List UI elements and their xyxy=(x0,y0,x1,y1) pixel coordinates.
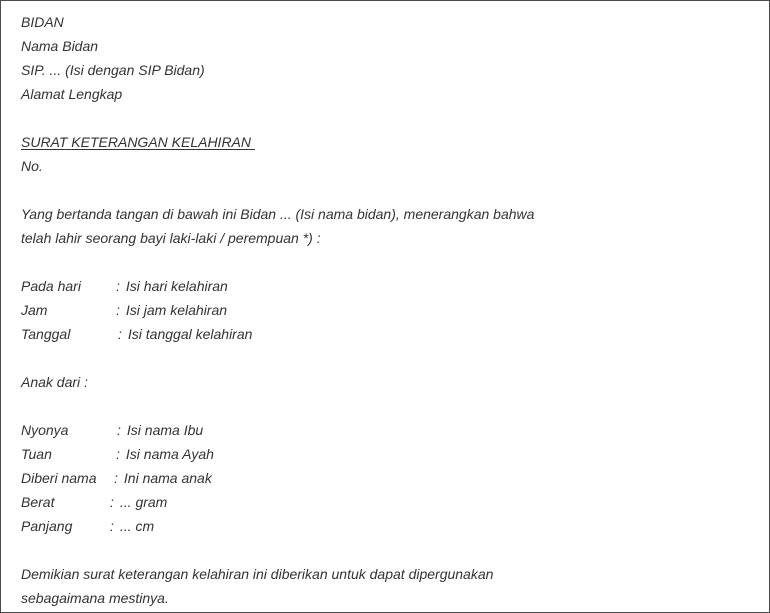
detail-value: Ini nama anak xyxy=(123,470,212,486)
letter-body xyxy=(21,10,534,610)
detail-row-time xyxy=(21,298,534,322)
detail-separator: : xyxy=(117,422,121,438)
spacer xyxy=(21,346,534,370)
header-role: BIDAN xyxy=(21,14,64,30)
detail-label: Pada hari xyxy=(21,278,81,294)
header-sip: SIP. ... (Isi dengan SIP Bidan) xyxy=(21,62,205,78)
detail-separator: : xyxy=(110,494,114,510)
detail-value: Isi nama Ayah xyxy=(125,446,214,462)
detail-label: Tuan xyxy=(21,446,52,462)
letter-title-row xyxy=(21,130,534,154)
detail-separator: : xyxy=(114,470,118,486)
parent-row-father xyxy=(21,442,534,466)
child-name-row xyxy=(21,466,534,490)
detail-separator: : xyxy=(118,326,122,342)
spacer xyxy=(21,106,534,130)
spacer xyxy=(21,178,534,202)
spacer xyxy=(21,250,534,274)
child-of-label: Anak dari : xyxy=(21,374,88,390)
detail-value: Isi nama Ibu xyxy=(126,422,204,438)
detail-label: Berat xyxy=(21,494,55,510)
closing-line-2: sebagaimana mestinya. xyxy=(21,590,169,606)
parent-row-mother xyxy=(21,418,534,442)
detail-row-date xyxy=(21,322,534,346)
detail-value: Isi jam kelahiran xyxy=(125,302,228,318)
detail-label: Jam xyxy=(21,302,48,318)
detail-value: ... gram xyxy=(119,494,168,510)
detail-label: Nyonya xyxy=(21,422,69,438)
header-address: Alamat Lengkap xyxy=(21,86,123,102)
spacer xyxy=(21,538,534,562)
header-name: Nama Bidan xyxy=(21,38,99,54)
intro-line-2: telah lahir seorang bayi laki-laki / perempuan *) : xyxy=(21,230,321,246)
detail-label: Panjang xyxy=(21,518,73,534)
closing-line-1: Demikian surat keterangan kelahiran ini diberikan untuk dapat dipergunakan xyxy=(21,566,494,582)
detail-separator: : xyxy=(110,518,114,534)
detail-separator: : xyxy=(116,302,120,318)
length-row xyxy=(21,514,534,538)
intro-line-1: Yang bertanda tangan di bawah ini Bidan ... (Isi nama bidan), menerangkan bahwa xyxy=(21,206,535,222)
weight-row xyxy=(21,490,534,514)
detail-label: Tanggal xyxy=(21,326,71,342)
detail-separator: : xyxy=(116,446,120,462)
letter-title: SURAT KETERANGAN KELAHIRAN xyxy=(21,134,255,150)
detail-value: ... cm xyxy=(119,518,155,534)
detail-row-day xyxy=(21,274,534,298)
detail-separator: : xyxy=(116,278,120,294)
detail-label: Diberi nama xyxy=(21,470,97,486)
spacer xyxy=(21,394,534,418)
detail-value: Isi hari kelahiran xyxy=(125,278,228,294)
letter-number: No. xyxy=(21,158,43,174)
detail-value: Isi tanggal kelahiran xyxy=(127,326,253,342)
